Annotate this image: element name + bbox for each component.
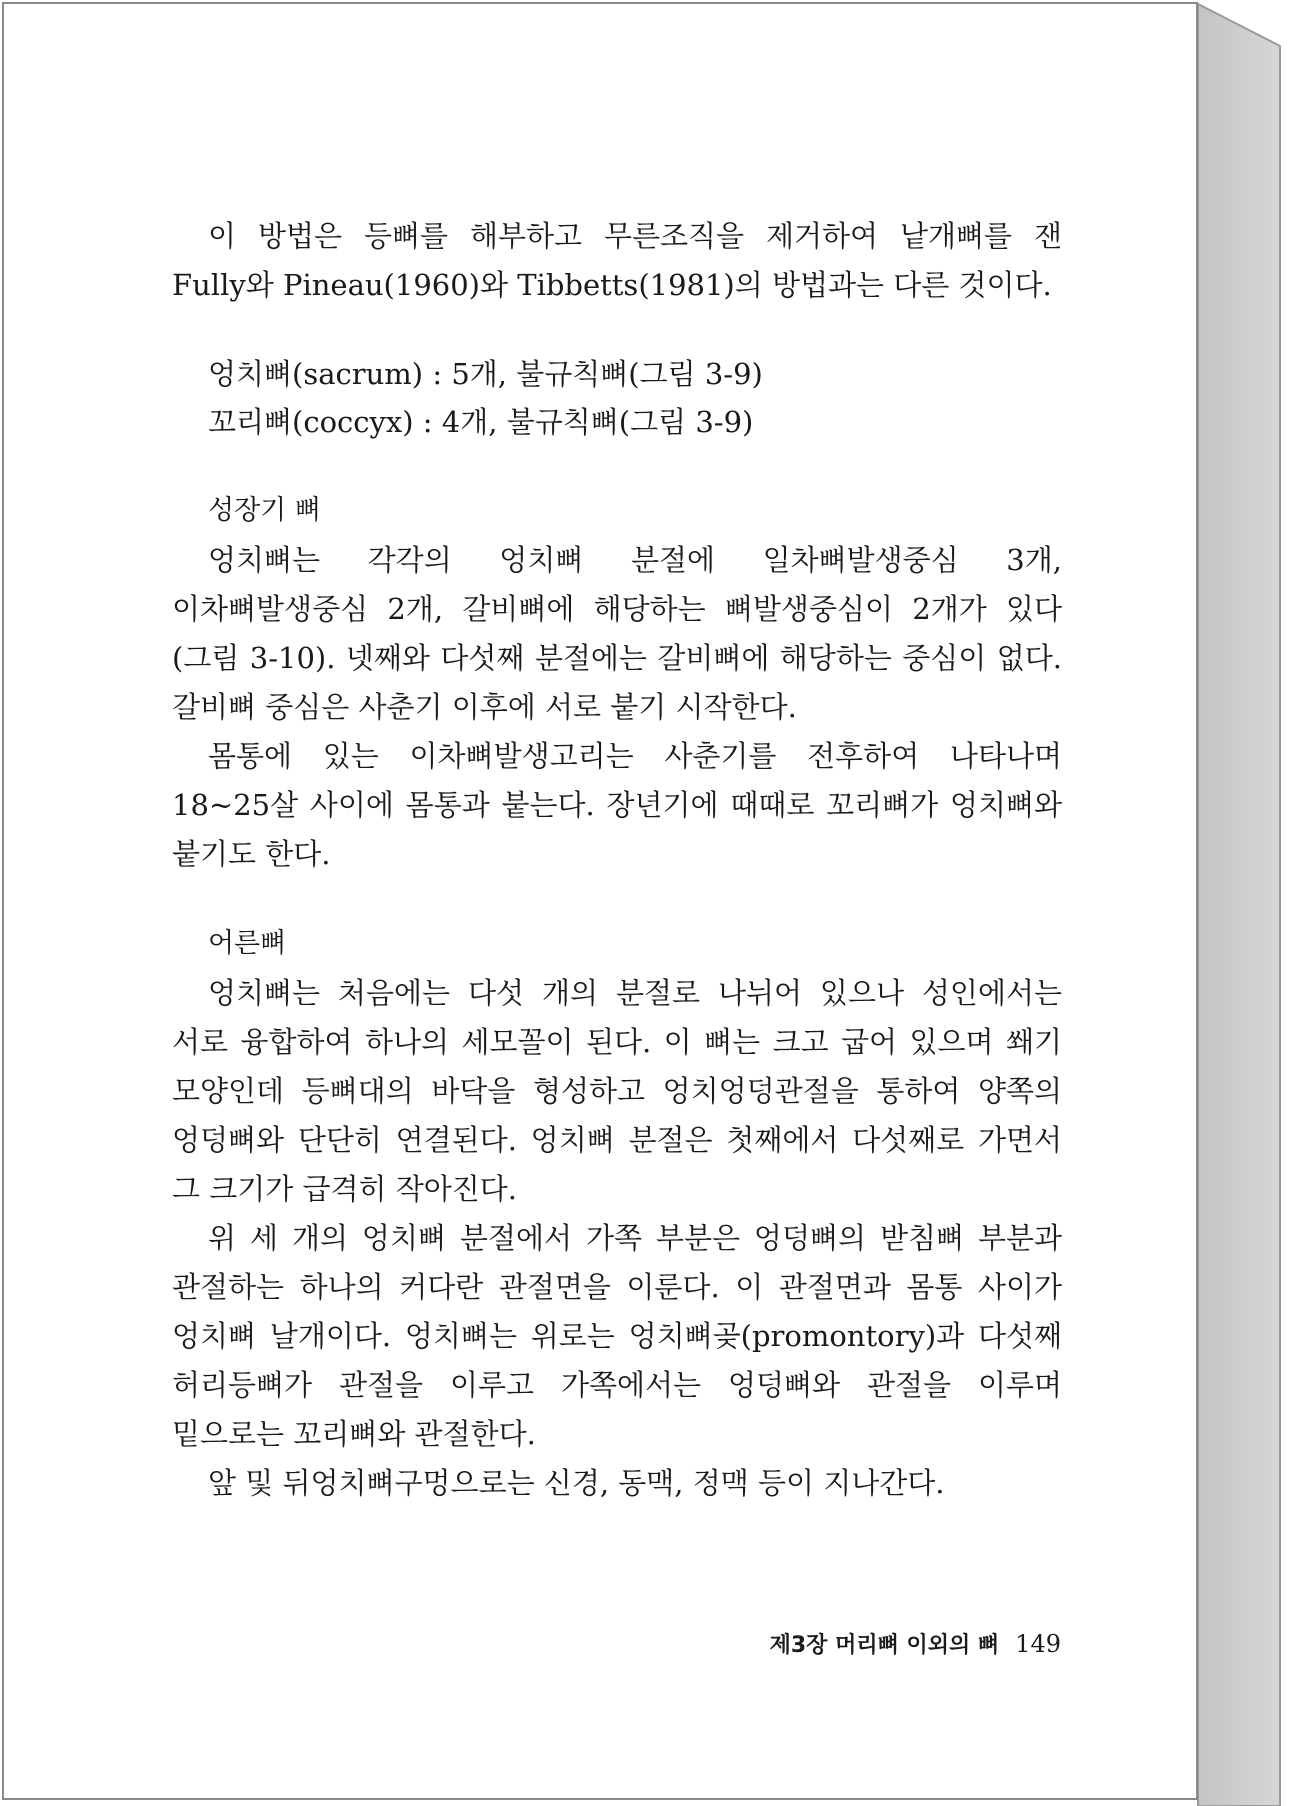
- adult-paragraph-1: 엉치뼈는 처음에는 다섯 개의 분절로 나뉘어 있으나 성인에서는 서로 융합하여 하나의 세모꼴이 된다. 이 뼈는 크고 굽어 있으며 쐐기 모양인데 등뼈대의 바닥을 형성하고 엉치엉덩관절을 통하여 양쪽의 엉덩뼈와 단단히 연결된다. 엉치뼈 분절은 첫째에서 다섯째로 가면서 그 크기가 급격히 작아진다.: [172, 976, 1062, 1206]
- page-footer: [770, 1628, 1061, 1659]
- chapter-title: 제3장 머리뼈 이외의 뼈: [769, 1633, 1000, 1658]
- page-number: 149: [1015, 1630, 1061, 1658]
- list-item-coccyx: 꼬리뼈(coccyx) : 4개, 불규칙뼈(그림 3-9): [208, 405, 754, 439]
- growth-paragraph-1: 엉치뼈는 각각의 엉치뼈 분절에 일차뼈발생중심 3개, 이차뼈발생중심 2개, 갈비뼈에 해당하는 뼈발생중심이 2개가 있다(그림 3-10). 넷째와 다섯째 분절에는 갈비뼈에 해당하는 중심이 없다. 갈비뼈 중심은 사춘기 이후에 서로 붙기 시작한다.: [172, 543, 1062, 724]
- adult-paragraph-3: 앞 및 뒤엉치뼈구멍으로는 신경, 동맥, 정맥 등이 지나간다.: [208, 1466, 945, 1500]
- adult-paragraph-2: 위 세 개의 엉치뼈 분절에서 가쪽 부분은 엉덩뼈의 받침뼈 부분과 관절하는 하나의 커다란 관절면을 이룬다. 이 관절면과 몸통 사이가 엉치뼈 날개이다. 엉치뼈는 위로는 엉치뼈곶(promontory)과 다섯째 허리등뼈가 관절을 이루고 가쪽에서는 엉덩뼈와 관절을 이루며 밑으로는 꼬리뼈와 관절한다.: [172, 1221, 1062, 1451]
- list-item-sacrum: 엉치뼈(sacrum) : 5개, 불규칙뼈(그림 3-9): [208, 357, 763, 391]
- intro-paragraph: 이 방법은 등뼈를 해부하고 무른조직을 제거하여 낱개뼈를 잰 Fully와 Pineau(1960)와 Tibbetts(1981)의 방법과는 다른 것이다.: [172, 219, 1062, 302]
- page-body: [172, 212, 1062, 1508]
- section-heading-adult: 어른뼈: [208, 928, 287, 959]
- growth-paragraph-2: 몸통에 있는 이차뼈발생고리는 사춘기를 전후하여 나타나며 18~25살 사이에 몸통과 붙는다. 장년기에 때때로 꼬리뼈가 엉치뼈와 붙기도 한다.: [172, 739, 1062, 871]
- section-heading-growth: 성장기 뼈: [208, 495, 321, 526]
